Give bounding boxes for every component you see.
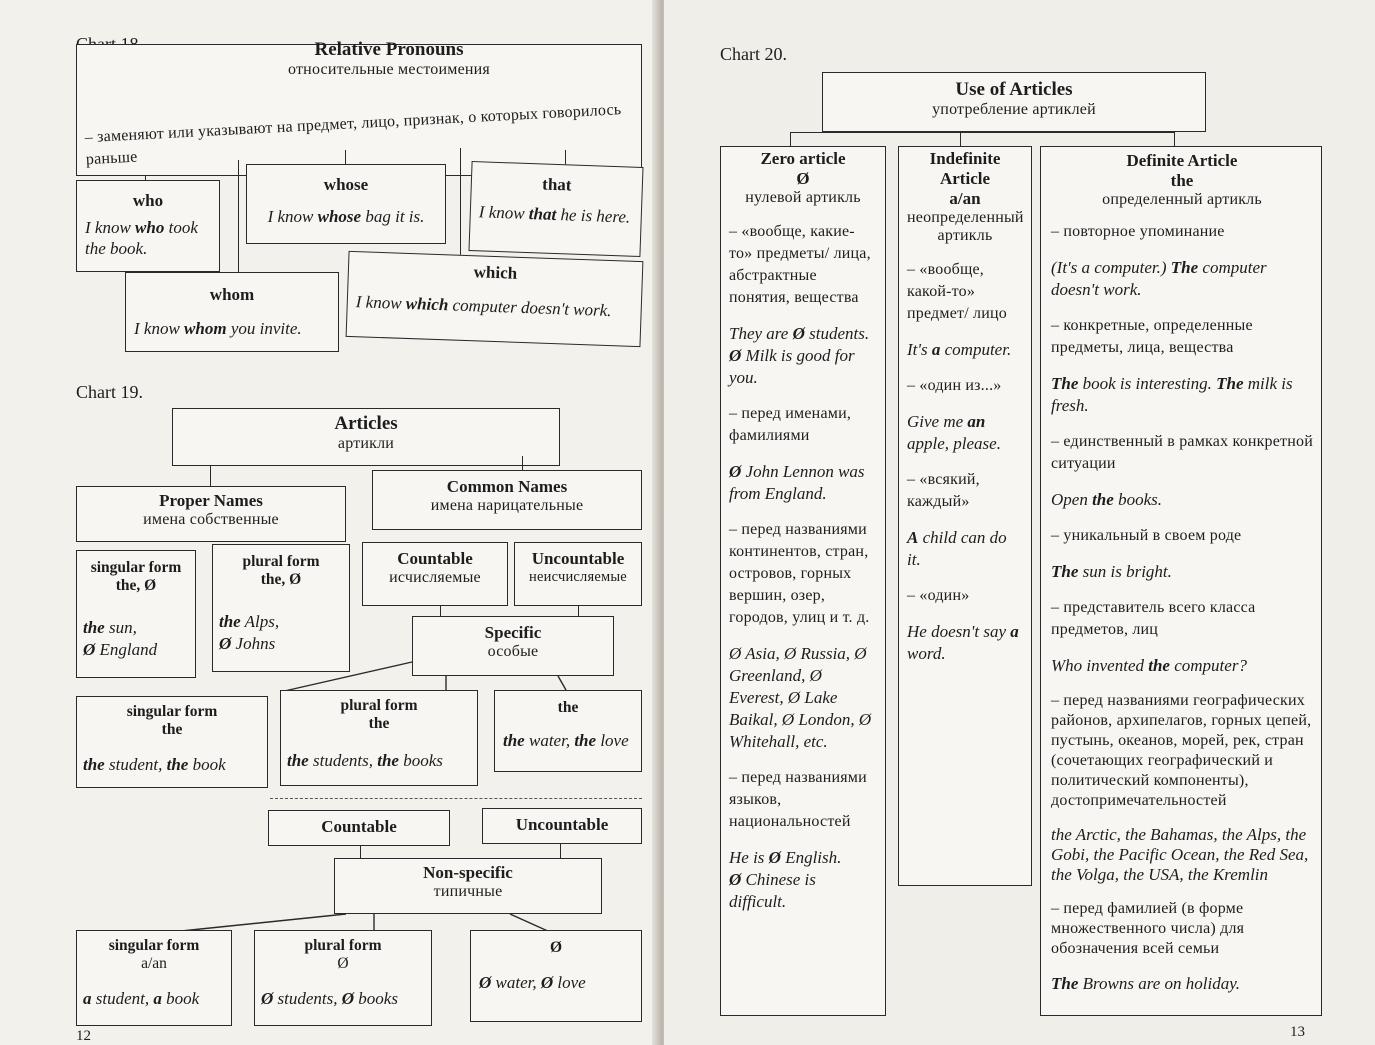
common-names-title: Common Names — [446, 477, 568, 496]
relative-pronouns-header — [76, 39, 642, 176]
definite-title: Definite Article — [1126, 151, 1238, 170]
form-example: the water, the love — [503, 731, 629, 750]
pronoun-that — [468, 161, 643, 257]
countable-subtitle: исчисляемые — [389, 569, 481, 586]
form-example: Ø water, Ø love — [479, 973, 586, 992]
uncountable-subtitle: неисчисляемые — [529, 569, 627, 585]
definite-symbol: the — [1170, 171, 1194, 190]
proper-singular-box — [76, 550, 196, 678]
zero-article-subtitle: нулевой артикль — [745, 189, 861, 206]
proper-plural-box — [212, 544, 350, 672]
specific-singular-box — [76, 696, 268, 788]
form-article: the — [368, 715, 390, 732]
connector — [560, 844, 561, 858]
form-article: the, Ø — [115, 577, 157, 594]
pronoun-word: whom — [209, 285, 255, 304]
usage-example: The book is interesting. The milk is fresh. — [1051, 374, 1293, 415]
pronoun-word: which — [473, 262, 518, 283]
connector — [360, 846, 361, 858]
pronoun-who — [76, 180, 220, 272]
usage-example: He is Ø English. Ø Chinese is difficult. — [729, 848, 842, 911]
usage-example: A child can do it. — [907, 528, 1007, 569]
proper-names-title: Proper Names — [159, 491, 263, 510]
form-title: Ø — [549, 939, 563, 956]
usage-text: – перед именами, фамилиями — [729, 405, 852, 444]
usage-text: – единственный в рамках конкретной ситуации — [1051, 433, 1313, 472]
specific-plural-box — [280, 690, 478, 786]
form-example: the student, the book — [83, 755, 226, 774]
dashed-divider — [270, 798, 642, 799]
connector — [460, 148, 461, 264]
form-example: the students, the books — [287, 751, 443, 770]
uncountable-box-2 — [482, 808, 642, 844]
connector — [440, 606, 441, 616]
pronoun-example: I know who took the book. — [85, 218, 198, 258]
connector — [578, 606, 579, 616]
usage-example: Give me an apple, please. — [907, 412, 1001, 453]
use-of-articles-subtitle: употребление артиклей — [932, 101, 1096, 118]
articles-title: Articles — [334, 413, 398, 434]
countable-box-2 — [268, 810, 450, 846]
countable-box — [362, 542, 508, 606]
specific-title: Specific — [484, 623, 542, 642]
usage-text: – «вообще, какой-то» предмет/ лицо — [907, 261, 1007, 322]
pronoun-word: that — [541, 174, 572, 195]
usage-text: – «всякий, каждый» — [907, 471, 980, 510]
definite-subtitle: определенный артикль — [1102, 191, 1262, 208]
usage-text: – конкретные, определенные предметы, лица, вещества — [1051, 317, 1253, 356]
usage-example: Ø Asia, Ø Russia, Ø Greenland, Ø Everest, Ø Lake Baikal, Ø London, Ø Whitehall, etc. — [729, 644, 872, 751]
countable-title: Countable — [321, 817, 397, 836]
connector — [790, 132, 1174, 133]
specific-subtitle: особые — [487, 643, 539, 660]
form-article: a/an — [141, 955, 167, 972]
form-title: singular form — [108, 937, 200, 954]
relative-pronouns-description: – заменяют или указывают на предмет, лицо, признак, о которых говорилось раньше — [84, 101, 622, 169]
pronoun-word: who — [132, 191, 164, 210]
connector — [210, 466, 211, 488]
usage-text: – уникальный в своем роде — [1051, 527, 1242, 544]
common-names-box — [372, 470, 642, 530]
usage-example: The sun is bright. — [1051, 562, 1172, 581]
usage-example: The Browns are on holiday. — [1051, 974, 1241, 993]
relative-pronouns-title: Relative Pronouns — [314, 39, 464, 60]
pronoun-whose — [246, 164, 446, 244]
nonspecific-title: Non-specific — [423, 863, 513, 882]
indefinite-symbol: a/an — [949, 189, 981, 208]
relative-pronouns-subtitle: относительные местоимения — [288, 61, 490, 78]
nonspecific-subtitle: типичные — [433, 883, 503, 900]
usage-text: – перед фамилией (в форме множественного числа) для обозначения всей семьи — [1051, 900, 1245, 957]
left-page — [0, 0, 660, 1045]
uncountable-title: Uncountable — [515, 815, 609, 834]
indefinite-article-column — [898, 146, 1032, 886]
usage-example: He doesn't say a word. — [907, 622, 1019, 663]
chart19-caption: Chart 19. — [76, 382, 143, 402]
form-title: singular form — [126, 703, 218, 720]
zero-article-column — [720, 146, 886, 1016]
usage-text: – представитель всего класса предметов, лиц — [1051, 599, 1256, 638]
usage-text: – перед названиями языков, национальностей — [729, 769, 867, 830]
proper-names-box — [76, 486, 346, 542]
form-title: plural form — [340, 697, 418, 714]
right-page — [664, 0, 1375, 1045]
usage-example: Who invented the computer? — [1051, 656, 1247, 675]
usage-example: the Arctic, the Bahamas, the Alps, the Gobi, the Pacific Ocean, the Red Sea, the Volga, the USA, the Kremlin — [1051, 825, 1309, 884]
proper-names-subtitle: имена собственные — [143, 511, 279, 528]
indefinite-subtitle: неопределенный артикль — [907, 209, 1024, 244]
pronoun-example: I know that he is here. — [478, 202, 631, 227]
usage-example: (It's a computer.) The computer doesn't work. — [1051, 258, 1267, 299]
form-title: singular form — [90, 559, 182, 576]
use-of-articles-title: Use of Articles — [955, 79, 1073, 100]
pronoun-example: I know whom you invite. — [134, 319, 302, 338]
pronoun-example: I know whose bag it is. — [267, 207, 425, 226]
form-title: plural form — [304, 937, 382, 954]
uncountable-box — [514, 542, 642, 606]
form-article: the — [161, 721, 183, 738]
articles-box — [172, 408, 560, 466]
usage-text: – перед названиями континентов, стран, островов, горных вершин, озер, городов, улиц и т. д. — [729, 521, 870, 626]
form-article: the, Ø — [260, 571, 302, 588]
usage-example: Ø John Lennon was from England. — [729, 462, 865, 503]
pronoun-example: I know which computer doesn't work. — [355, 292, 612, 321]
form-title: the — [557, 699, 579, 716]
usage-example: They are Ø students. Ø Milk is good for you. — [729, 324, 870, 387]
articles-subtitle: артикли — [337, 435, 395, 452]
uncountable-title: Uncountable — [531, 549, 625, 568]
nonspecific-plural-box — [254, 930, 432, 1026]
pronoun-word: whose — [323, 175, 369, 194]
usage-text: – «вообще, какие-то» предметы/ лица, абстрактные понятия, вещества — [729, 223, 871, 306]
usage-example: It's a computer. — [907, 340, 1012, 359]
usage-text: – повторное упоминание — [1051, 223, 1225, 240]
common-names-subtitle: имена нарицательные — [430, 497, 584, 514]
chart20-caption: Chart 20. — [720, 44, 787, 64]
form-article: Ø — [337, 955, 349, 972]
form-example: the sun, Ø England — [83, 618, 158, 659]
pronoun-whom — [125, 272, 339, 352]
usage-example: Open the books. — [1051, 490, 1162, 509]
pronoun-which — [346, 251, 644, 347]
nonspecific-singular-box — [76, 930, 232, 1026]
page-number-right: 13 — [1290, 1024, 1305, 1040]
usage-text: – перед названиями географических районов, архипелагов, горных цепей, пустынь, океанов, морей, рек, стран (сочетающих географический и политический компоненты), достопримечательностей — [1051, 692, 1312, 809]
form-example: Ø students, Ø books — [261, 989, 398, 1008]
usage-text: – «один» — [907, 587, 970, 604]
form-example: a student, a book — [83, 989, 200, 1008]
connector — [238, 160, 239, 280]
specific-uncountable-box — [494, 690, 642, 772]
use-of-articles-box — [822, 72, 1206, 132]
nonspecific-uncountable-box — [470, 930, 642, 1022]
indefinite-title: Indefinite — [929, 149, 1001, 168]
definite-article-column — [1040, 146, 1322, 1016]
usage-text: – «один из...» — [907, 377, 1002, 394]
zero-article-title: Zero article — [760, 149, 846, 168]
countable-title: Countable — [397, 549, 473, 568]
nonspecific-box — [334, 858, 602, 914]
form-title: plural form — [242, 553, 320, 570]
zero-article-symbol: Ø — [796, 169, 810, 188]
indefinite-title: Article — [939, 169, 991, 188]
form-example: the Alps, Ø Johns — [219, 612, 280, 653]
page-number-left: 12 — [76, 1028, 91, 1044]
